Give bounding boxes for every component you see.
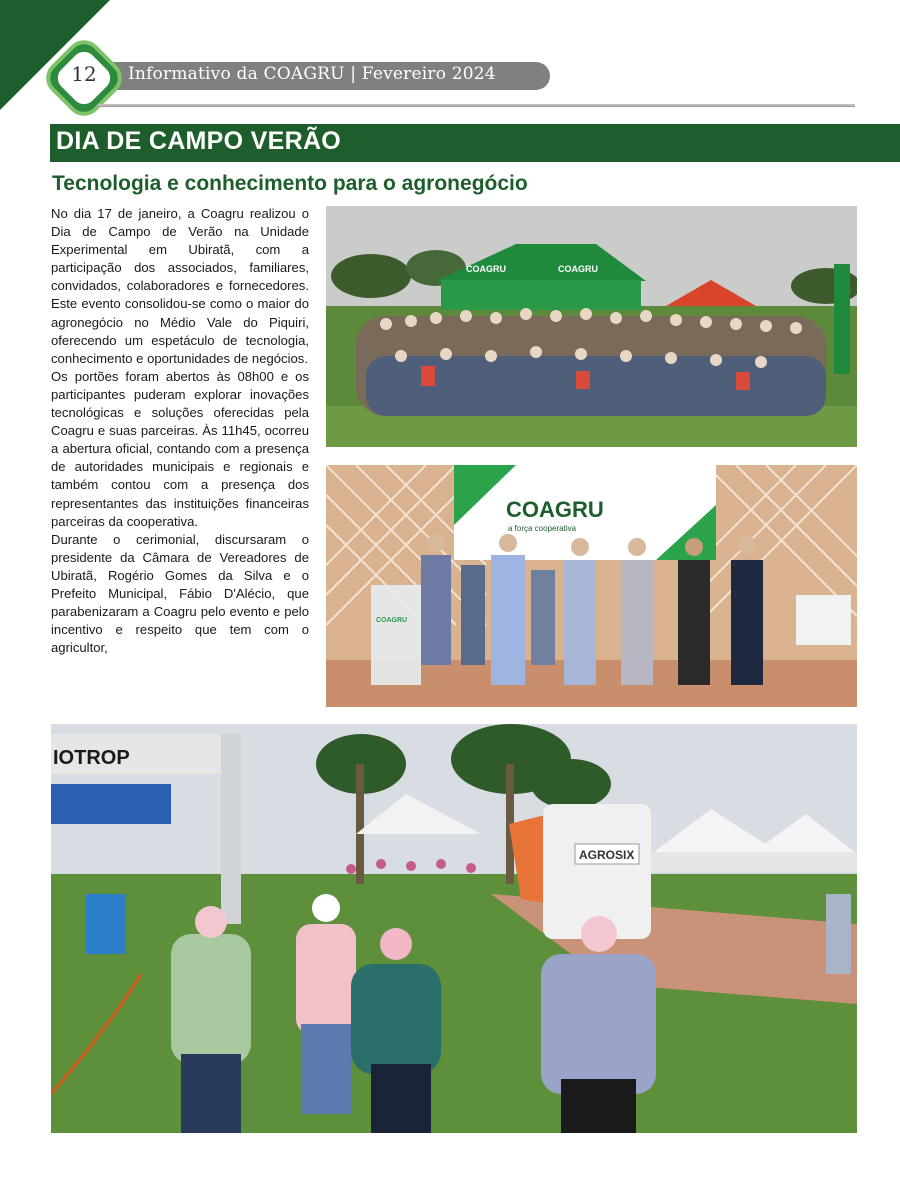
banner-brand: COAGRU — [506, 497, 604, 522]
ceremony-photo — [326, 465, 857, 707]
article-body — [51, 205, 309, 657]
section-title: DIA DE CAMPO VERÃO — [56, 127, 342, 155]
group-photo — [326, 206, 857, 447]
stand-brand: IOTROP — [53, 747, 130, 769]
header-rule — [98, 104, 855, 107]
article-subtitle: Tecnologia e conhecimento para o agronegócio — [52, 172, 528, 195]
tent-label: COAGRU — [558, 264, 598, 274]
field-visit-photo — [51, 724, 857, 1133]
tent-label: COAGRU — [466, 264, 506, 274]
product-label: AGROSIX — [579, 848, 635, 862]
banner-tagline: a força cooperativa — [508, 524, 577, 533]
publication-title: Informativo da COAGRU | Fevereiro 2024 — [128, 64, 496, 84]
podium-label: COAGRU — [376, 617, 408, 624]
paragraph: Os portões foram abertos às 08h00 e os participantes puderam explorar inovações tecnológicas e soluções oferecidas pela Coagru e suas parceiras. Às 11h45, ocorreu a abertura oficial, contando com a presença de autoridades municipais e regionais e também contou com a presença dos representantes das instituições financeiras parceiras da cooperativa. — [51, 368, 309, 529]
page-number: 12 — [71, 62, 97, 86]
paragraph: Durante o cerimonial, discursaram o presidente da Câmara de Vereadores de Ubiratã, Rogério Gomes da Silva e o Prefeito Municipal, Fábio D'Alécio, que parabenizaram a Coagru pelo evento e pelo incentivo e respeito que tem com o agricultor, — [51, 531, 309, 656]
paragraph: No dia 17 de janeiro, a Coagru realizou o Dia de Campo de Verão na Unidade Experimental em Ubiratã, com a participação dos associados, familiares, convidados, colaboradores e fornecedores. Este evento consolidou-se como o maior do agronegócio no Médio Vale do Piquiri, oferecendo um espetáculo de tecnologia, conhecimento e oportunidades de negócios. — [51, 206, 309, 366]
